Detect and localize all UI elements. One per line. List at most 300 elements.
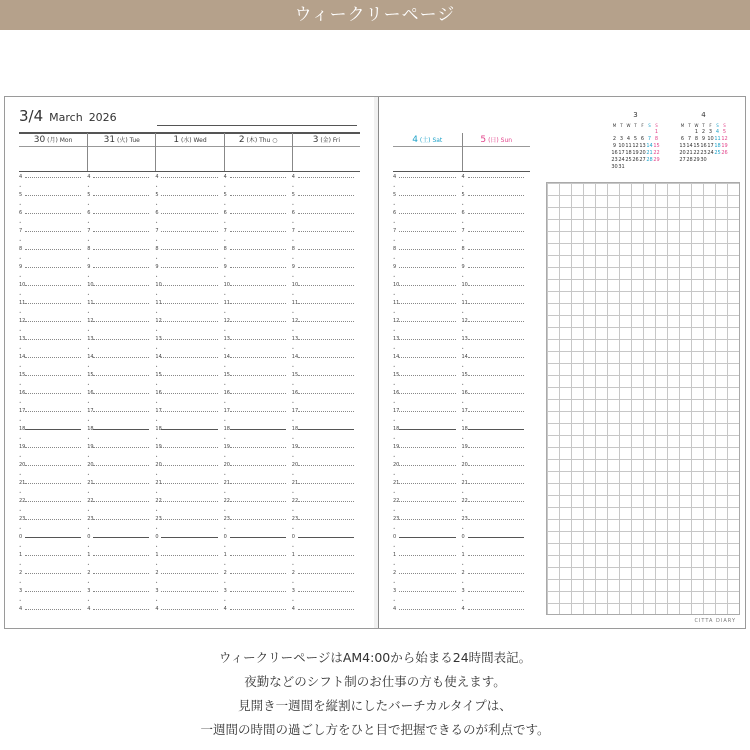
mini-calendar-day: 23	[700, 150, 707, 156]
half-hour-dot: •	[19, 310, 22, 315]
mini-calendar-weekday: W	[694, 123, 699, 128]
hour-slot	[155, 229, 221, 247]
half-hour-dot: •	[19, 580, 22, 585]
hour-line	[93, 447, 149, 448]
hour-label: 11	[223, 300, 230, 306]
hour-line	[298, 321, 354, 322]
half-hour-dot: •	[223, 598, 226, 603]
hour-slot	[224, 409, 290, 427]
hour-slot	[462, 265, 529, 283]
mini-calendar-day: 11	[714, 136, 721, 142]
hour-line	[93, 231, 149, 232]
hour-label: 20	[155, 462, 162, 468]
half-hour-dot: •	[223, 328, 226, 333]
hour-slot	[155, 193, 221, 211]
hour-slot	[393, 553, 460, 571]
hour-line	[298, 231, 354, 232]
hour-slot	[393, 427, 460, 445]
half-hour-dot: •	[155, 418, 158, 423]
hour-slot	[87, 301, 153, 319]
mini-calendar-day: 21	[646, 150, 653, 156]
hour-line	[298, 249, 354, 250]
hour-slot	[19, 229, 85, 247]
half-hour-dot: •	[223, 436, 226, 441]
hour-slot	[292, 445, 358, 463]
half-hour-dot: •	[461, 238, 464, 243]
hour-line	[399, 231, 456, 232]
hour-label: 4	[393, 606, 397, 612]
hour-line	[468, 501, 525, 502]
half-hour-dot: •	[87, 418, 90, 423]
mini-calendar-weekday: T	[620, 123, 623, 128]
hour-slot	[393, 193, 460, 211]
hour-line	[25, 447, 81, 448]
hour-line	[399, 303, 456, 304]
hour-line	[399, 609, 456, 610]
hour-label: 21	[393, 480, 400, 486]
half-hour-dot: •	[461, 544, 464, 549]
hour-slot	[292, 229, 358, 247]
hour-line	[230, 177, 286, 178]
hour-line	[468, 573, 525, 574]
hour-line	[230, 609, 286, 610]
hour-line	[230, 249, 286, 250]
hour-slot	[462, 445, 529, 463]
mini-calendar-day: 8	[654, 136, 659, 142]
hour-slot	[87, 337, 153, 355]
hour-label: 23	[291, 516, 299, 522]
mini-calendar-day	[686, 129, 693, 136]
hour-line	[399, 501, 456, 502]
hour-label: 16	[19, 390, 26, 396]
hour-line	[230, 213, 286, 214]
mini-calendar-weekday: W	[626, 123, 631, 128]
half-hour-dot: •	[155, 562, 158, 567]
half-hour-dot: •	[87, 598, 90, 603]
mini-calendar-day	[646, 129, 653, 136]
hour-line	[399, 447, 456, 448]
hour-slot	[462, 499, 529, 517]
hour-slot	[19, 265, 85, 283]
hour-label: 4	[291, 174, 295, 180]
half-hour-dot: •	[393, 472, 396, 477]
hour-label: 19	[19, 444, 26, 450]
hour-line	[298, 195, 354, 196]
hour-slot	[393, 445, 460, 463]
half-hour-dot: •	[291, 238, 295, 243]
mini-calendar-day: 25	[625, 157, 632, 163]
day-weekday-en: Sat	[432, 137, 443, 144]
hour-label: 6	[461, 210, 465, 216]
hour-label: 23	[223, 516, 230, 522]
hour-label: 14	[461, 354, 468, 360]
mini-calendar-weekday: S	[655, 123, 658, 128]
hour-slot	[224, 175, 290, 193]
hour-label: 1	[87, 552, 91, 558]
hour-slot	[292, 517, 358, 535]
mini-calendar-weekday: T	[688, 123, 691, 128]
hour-line	[468, 483, 525, 484]
mini-calendar-day: 12	[721, 136, 728, 142]
hour-slot	[292, 373, 358, 391]
half-hour-dot: •	[223, 490, 226, 495]
mini-calendar-day: 29	[693, 157, 700, 163]
hour-slot	[19, 319, 85, 337]
hour-line	[25, 339, 81, 340]
half-hour-dot: •	[87, 490, 90, 495]
hour-label: 18	[461, 426, 468, 432]
hour-line	[161, 465, 217, 466]
half-hour-dot: •	[155, 490, 158, 495]
half-hour-dot: •	[155, 472, 158, 477]
half-hour-dot: •	[19, 220, 22, 225]
hour-label: 21	[291, 480, 299, 486]
hour-line	[230, 231, 286, 232]
hour-slot	[292, 337, 358, 355]
hour-label: 9	[223, 264, 227, 270]
hour-label: 10	[461, 282, 468, 288]
hour-line	[468, 429, 525, 430]
hour-slot	[224, 265, 290, 283]
mini-calendar-day	[625, 129, 632, 136]
hour-slot	[19, 211, 85, 229]
hour-slot	[19, 193, 85, 211]
hour-line	[399, 375, 456, 376]
hour-line	[93, 339, 149, 340]
hour-label: 13	[19, 336, 26, 342]
hour-slot	[224, 607, 290, 625]
half-hour-dot: •	[291, 562, 295, 567]
half-hour-dot: •	[155, 382, 158, 387]
hour-label: 23	[393, 516, 400, 522]
hour-line	[25, 537, 81, 538]
hour-line	[25, 357, 81, 358]
mini-calendar-month: 3	[633, 111, 638, 119]
hour-label: 18	[19, 426, 26, 432]
half-hour-dot: •	[223, 382, 226, 387]
mini-calendar-weekday: T	[634, 123, 637, 128]
hour-slot	[19, 301, 85, 319]
hour-line	[298, 465, 354, 466]
hour-line	[161, 411, 217, 412]
hour-slot	[87, 175, 153, 193]
hour-label: 3	[291, 588, 295, 594]
hour-line	[298, 393, 354, 394]
hour-label: 4	[291, 606, 295, 612]
mini-calendar-day: 6	[640, 136, 645, 142]
half-hour-dot: •	[19, 544, 22, 549]
hour-slot	[224, 193, 290, 211]
mini-calendar-day: 16	[700, 143, 707, 149]
half-hour-dot: •	[155, 508, 158, 513]
hour-slot	[462, 355, 529, 373]
hour-slot	[87, 499, 153, 517]
half-hour-dot: •	[291, 364, 295, 369]
hour-slot	[393, 301, 460, 319]
mini-calendar-day: 14	[686, 143, 693, 149]
hour-slot	[224, 229, 290, 247]
hour-label: 22	[19, 498, 26, 504]
half-hour-dot: •	[291, 490, 295, 495]
hour-label: 20	[223, 462, 230, 468]
mini-calendar-day: 20	[679, 150, 686, 156]
hour-line	[161, 573, 217, 574]
hour-label: 13	[393, 336, 400, 342]
hour-line	[161, 267, 217, 268]
half-hour-dot: •	[393, 562, 396, 567]
hour-line	[399, 555, 456, 556]
mini-calendar-day: 18	[714, 143, 721, 149]
hour-slot	[155, 517, 221, 535]
hour-label: 13	[291, 336, 299, 342]
hour-label: 19	[223, 444, 230, 450]
hour-slot	[155, 337, 221, 355]
hour-line	[161, 357, 217, 358]
half-hour-dot: •	[223, 472, 226, 477]
half-hour-dot: •	[393, 220, 396, 225]
hour-slot	[224, 499, 290, 517]
hour-slot	[87, 535, 153, 553]
hour-line	[25, 249, 81, 250]
hour-line	[399, 339, 456, 340]
hour-label: 10	[393, 282, 400, 288]
hour-slot	[292, 535, 358, 553]
hour-line	[93, 411, 149, 412]
half-hour-dot: •	[291, 310, 295, 315]
hour-slot	[393, 463, 460, 481]
hour-slot	[462, 571, 529, 589]
hour-line	[298, 303, 354, 304]
hour-label: 13	[461, 336, 468, 342]
hour-label: 15	[461, 372, 468, 378]
day-weekday-en: Wed	[193, 137, 207, 144]
mini-calendar	[679, 111, 728, 164]
day-weekday-jp: (月)	[45, 137, 60, 144]
hour-slot	[224, 481, 290, 499]
hour-line	[25, 195, 81, 196]
hour-label: 3	[223, 588, 227, 594]
hour-line	[399, 249, 456, 250]
hour-line	[161, 195, 217, 196]
half-hour-dot: •	[155, 346, 158, 351]
hour-line	[468, 465, 525, 466]
hour-line	[25, 591, 81, 592]
half-hour-dot: •	[461, 400, 464, 405]
hour-line	[298, 375, 354, 376]
half-hour-dot: •	[87, 562, 90, 567]
half-hour-dot: •	[19, 292, 22, 297]
mini-calendar-day	[707, 157, 714, 164]
hour-label: 12	[393, 318, 400, 324]
half-hour-dot: •	[155, 220, 158, 225]
half-hour-dot: •	[223, 256, 226, 261]
hour-label: 11	[155, 300, 162, 306]
hour-line	[230, 393, 286, 394]
half-hour-dot: •	[461, 346, 464, 351]
mini-calendar-day: 10	[707, 136, 714, 142]
hour-label: 12	[19, 318, 26, 324]
half-hour-dot: •	[155, 544, 158, 549]
hour-line	[399, 393, 456, 394]
hour-line	[230, 591, 286, 592]
hour-label: 12	[223, 318, 230, 324]
hour-label: 16	[291, 390, 299, 396]
hour-slot	[87, 607, 153, 625]
hour-slot	[155, 607, 221, 625]
mini-calendar-day: 17	[707, 143, 714, 149]
hour-label: 9	[393, 264, 397, 270]
half-hour-dot: •	[291, 202, 295, 207]
hour-slot	[462, 301, 529, 319]
caption-line-4: 一週間の時間の過ごし方をひと目で把握できるのが利点です。	[200, 722, 550, 737]
hour-line	[468, 555, 525, 556]
day-number: 3	[312, 135, 319, 145]
hour-line	[161, 375, 217, 376]
hour-label: 10	[19, 282, 26, 288]
half-hour-dot: •	[393, 454, 396, 459]
hour-label: 15	[393, 372, 400, 378]
hour-slot	[19, 535, 85, 553]
half-hour-dot: •	[393, 580, 396, 585]
mini-calendar-day	[632, 164, 639, 171]
half-hour-dot: •	[291, 328, 295, 333]
hour-line	[161, 537, 217, 538]
hour-line	[399, 213, 456, 214]
hour-line	[298, 177, 354, 178]
day-header	[87, 133, 155, 171]
hour-line	[161, 483, 217, 484]
half-hour-dot: •	[19, 400, 22, 405]
memo-line	[157, 125, 357, 126]
hour-line	[93, 609, 149, 610]
hour-slot	[224, 463, 290, 481]
hour-line	[468, 447, 525, 448]
hour-slot	[87, 193, 153, 211]
hour-label: 2	[155, 570, 159, 576]
hour-label: 2	[393, 570, 397, 576]
hour-line	[93, 177, 149, 178]
half-hour-dot: •	[87, 508, 90, 513]
hour-line	[298, 555, 354, 556]
hour-line	[230, 447, 286, 448]
hour-slot	[224, 211, 290, 229]
hour-line	[399, 573, 456, 574]
half-hour-dot: •	[461, 328, 464, 333]
half-hour-dot: •	[87, 310, 90, 315]
half-hour-dot: •	[461, 598, 464, 603]
half-hour-dot: •	[87, 400, 90, 405]
hour-label: 14	[291, 354, 299, 360]
hour-slot	[19, 499, 85, 517]
hour-label: 14	[393, 354, 400, 360]
hour-label: 10	[223, 282, 230, 288]
mini-calendar-day: 8	[694, 136, 699, 142]
day-weekday-jp: (水)	[179, 137, 194, 144]
hour-label: 16	[155, 390, 162, 396]
hour-label: 17	[155, 408, 162, 414]
mini-calendar-day: 22	[693, 150, 700, 156]
hour-slot	[155, 265, 221, 283]
mini-calendar-day: 4	[715, 129, 720, 135]
half-hour-dot: •	[393, 310, 396, 315]
mini-calendar-day: 31	[618, 164, 625, 170]
hour-label: 8	[223, 246, 227, 252]
hour-line	[93, 501, 149, 502]
hour-label: 4	[461, 606, 465, 612]
half-hour-dot: •	[393, 490, 396, 495]
hour-label: 0	[19, 534, 23, 540]
hour-line	[298, 591, 354, 592]
hour-label: 0	[223, 534, 227, 540]
hour-line	[93, 213, 149, 214]
hour-line	[468, 591, 525, 592]
hour-line	[298, 357, 354, 358]
hour-line	[298, 519, 354, 520]
half-hour-dot: •	[461, 184, 464, 189]
day-header	[155, 133, 223, 171]
hour-label: 2	[291, 570, 295, 576]
day-weekday-en: Mon	[59, 137, 73, 144]
half-hour-dot: •	[19, 364, 22, 369]
diary-spread	[4, 96, 746, 629]
hour-line	[25, 213, 81, 214]
hour-label: 14	[87, 354, 94, 360]
hour-label: 5	[223, 192, 227, 198]
hour-line	[25, 231, 81, 232]
hour-slot	[292, 499, 358, 517]
hour-label: 22	[291, 498, 299, 504]
mini-calendar-day	[639, 164, 646, 171]
hour-line	[25, 609, 81, 610]
hour-slot	[224, 589, 290, 607]
mini-calendar-weekday: M	[680, 123, 685, 128]
hour-label: 11	[19, 300, 26, 306]
hour-slot	[19, 175, 85, 193]
hour-label: 20	[87, 462, 94, 468]
half-hour-dot: •	[19, 238, 22, 243]
hour-label: 17	[87, 408, 94, 414]
day-number: 30	[33, 135, 46, 145]
mini-calendar-day: 28	[646, 157, 653, 163]
hour-line	[161, 213, 217, 214]
hour-slot	[393, 607, 460, 625]
mini-calendar-day: 23	[611, 157, 618, 163]
hour-slot	[292, 193, 358, 211]
hour-slot	[292, 427, 358, 445]
day-weekday-en: Fri	[332, 137, 341, 144]
mini-calendar-month: 4	[701, 111, 706, 119]
hour-line	[25, 177, 81, 178]
mini-calendar-day: 6	[680, 136, 685, 142]
hour-label: 7	[155, 228, 159, 234]
hour-label: 21	[155, 480, 162, 486]
hour-line	[25, 555, 81, 556]
half-hour-dot: •	[393, 256, 396, 261]
mini-calendar-day: 17	[618, 150, 625, 156]
mini-calendar-day	[632, 129, 639, 136]
mini-calendar-day: 19	[721, 143, 728, 149]
day-header	[19, 133, 87, 171]
half-hour-dot: •	[393, 598, 396, 603]
hour-line	[93, 357, 149, 358]
day-number: 5	[480, 135, 487, 145]
hour-slot	[393, 211, 460, 229]
mini-calendar-day	[679, 129, 686, 136]
half-hour-dot: •	[461, 292, 464, 297]
hour-label: 1	[223, 552, 227, 558]
hour-label: 12	[155, 318, 162, 324]
hour-label: 4	[19, 606, 23, 612]
